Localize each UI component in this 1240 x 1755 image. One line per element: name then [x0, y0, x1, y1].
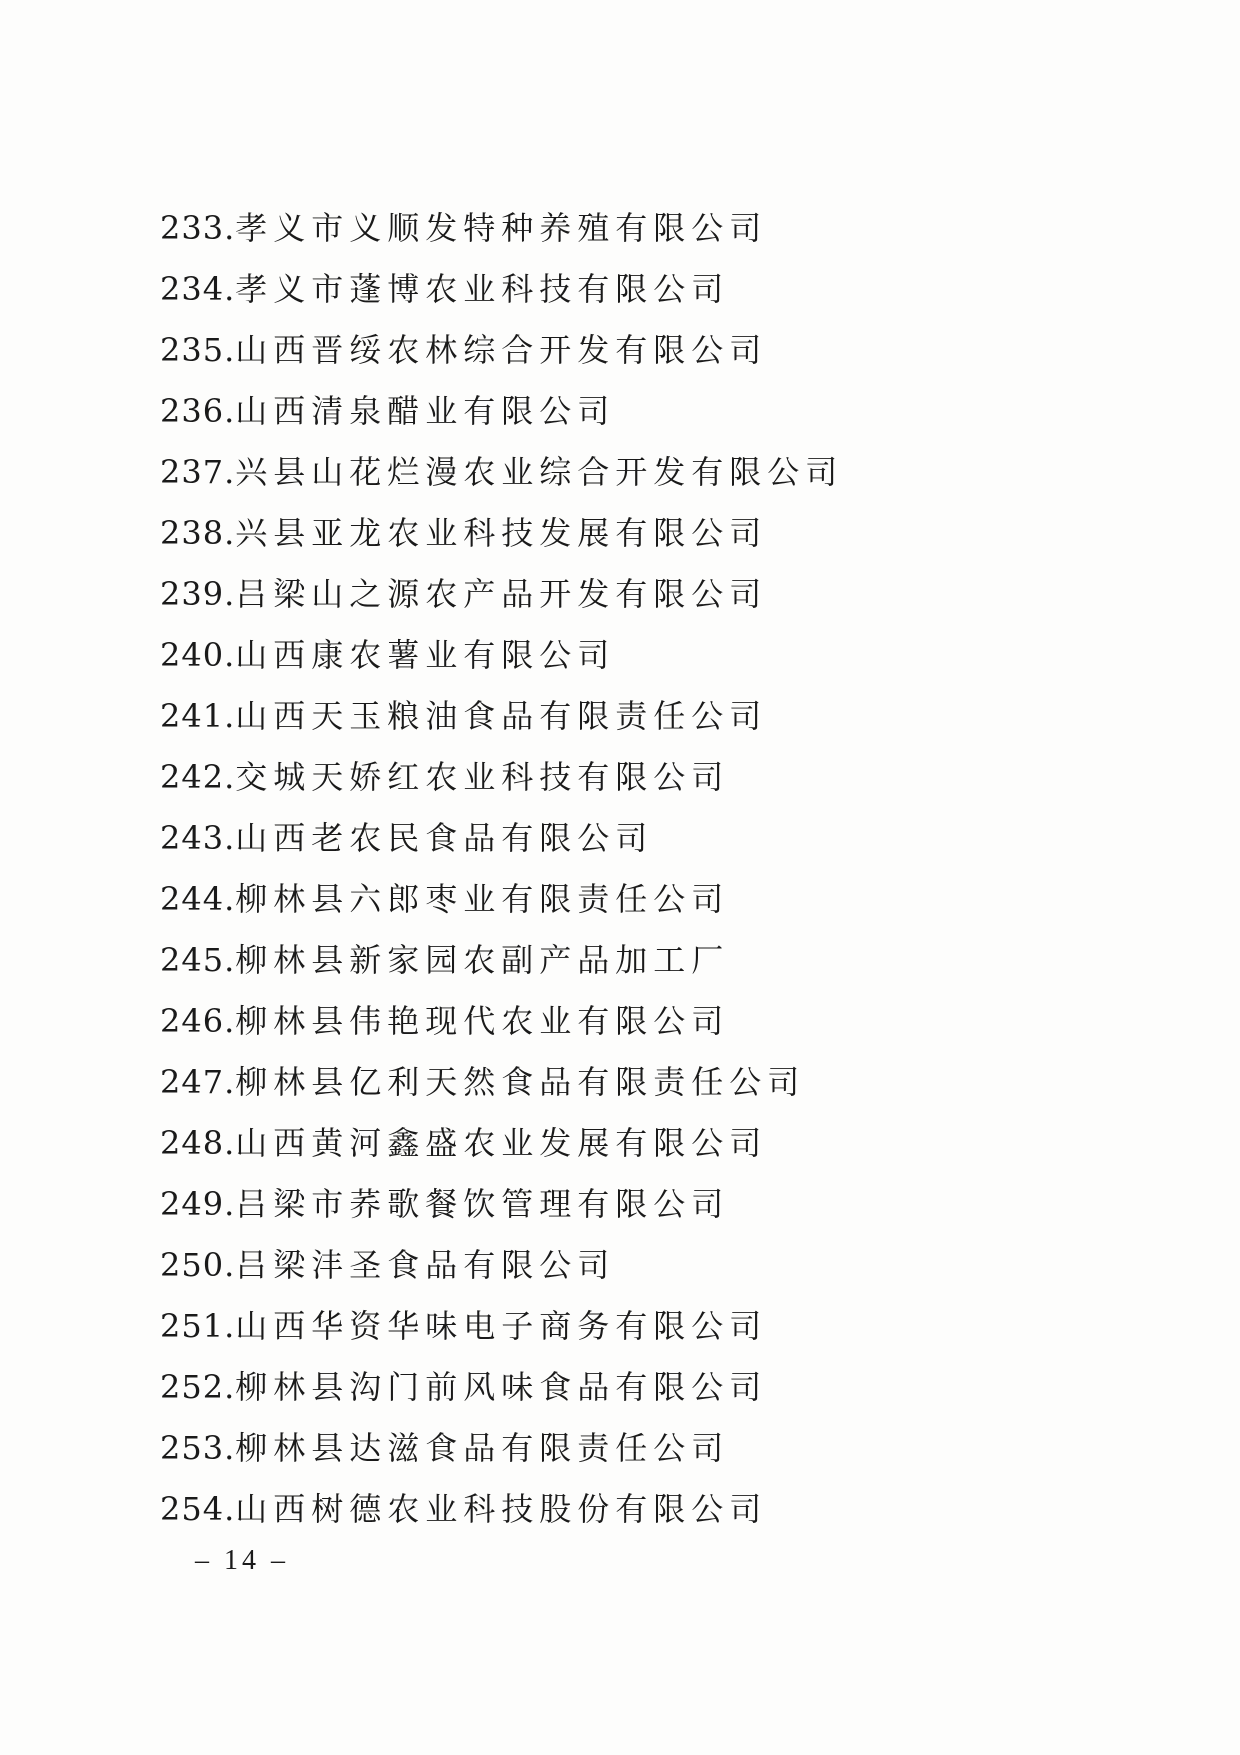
list-item: [160, 381, 1160, 442]
company-name: 山西晋绥农林综合开发有限公司: [235, 331, 768, 369]
list-item: [160, 808, 1160, 869]
company-name: 孝义市义顺发特种养殖有限公司: [235, 209, 768, 247]
company-name: 柳林县达滋食品有限责任公司: [235, 1429, 730, 1467]
company-name: 柳林县伟艳现代农业有限公司: [235, 1002, 730, 1040]
company-name: 山西树德农业科技股份有限公司: [235, 1490, 768, 1528]
item-number: 245.: [160, 941, 236, 979]
item-number: 234.: [160, 270, 236, 308]
item-number: 241.: [160, 697, 236, 735]
company-name: 兴县亚龙农业科技发展有限公司: [235, 514, 768, 552]
company-name: 山西康农薯业有限公司: [235, 636, 616, 674]
page-number: – 14 –: [195, 1545, 289, 1576]
item-number: 242.: [160, 758, 236, 796]
company-name: 柳林县亿利天然食品有限责任公司: [235, 1063, 806, 1101]
list-item: [160, 1113, 1160, 1174]
item-number: 244.: [160, 880, 236, 918]
list-item: [160, 320, 1160, 381]
list-item: [160, 1235, 1160, 1296]
item-number: 235.: [160, 331, 236, 369]
list-item: [160, 1479, 1160, 1540]
company-name: 山西华资华味电子商务有限公司: [235, 1307, 768, 1345]
list-item: [160, 930, 1160, 991]
item-number: 233.: [160, 209, 236, 247]
company-name: 柳林县新家园农副产品加工厂: [235, 941, 730, 979]
item-number: 248.: [160, 1124, 236, 1162]
company-name: 兴县山花烂漫农业综合开发有限公司: [235, 453, 844, 491]
item-number: 249.: [160, 1185, 236, 1223]
company-name: 吕梁山之源农产品开发有限公司: [235, 575, 768, 613]
list-item: [160, 1052, 1160, 1113]
company-name: 吕梁沣圣食品有限公司: [235, 1246, 616, 1284]
item-number: 254.: [160, 1490, 236, 1528]
company-name: 山西黄河鑫盛农业发展有限公司: [235, 1124, 768, 1162]
list-item: [160, 198, 1160, 259]
company-name: 柳林县沟门前风味食品有限公司: [235, 1368, 768, 1406]
list-item: [160, 686, 1160, 747]
list-item: [160, 625, 1160, 686]
list-item: [160, 564, 1160, 625]
list-item: [160, 259, 1160, 320]
item-number: 236.: [160, 392, 236, 430]
list-item: [160, 1357, 1160, 1418]
list-item: [160, 1296, 1160, 1357]
item-number: 239.: [160, 575, 236, 613]
list-item: [160, 442, 1160, 503]
item-number: 252.: [160, 1368, 236, 1406]
item-number: 247.: [160, 1063, 236, 1101]
company-name: 交城天娇红农业科技有限公司: [235, 758, 730, 796]
company-name: 孝义市蓬博农业科技有限公司: [235, 270, 730, 308]
item-number: 251.: [160, 1307, 236, 1345]
list-item: [160, 869, 1160, 930]
list-item: [160, 503, 1160, 564]
list-item: [160, 991, 1160, 1052]
item-number: 243.: [160, 819, 236, 857]
item-number: 237.: [160, 453, 236, 491]
list-item: [160, 1418, 1160, 1479]
item-number: 240.: [160, 636, 236, 674]
company-name: 山西清泉醋业有限公司: [235, 392, 616, 430]
item-number: 253.: [160, 1429, 236, 1467]
company-list: [160, 198, 1160, 1540]
list-item: [160, 747, 1160, 808]
company-name: 山西天玉粮油食品有限责任公司: [235, 697, 768, 735]
list-item: [160, 1174, 1160, 1235]
item-number: 238.: [160, 514, 236, 552]
item-number: 246.: [160, 1002, 236, 1040]
item-number: 250.: [160, 1246, 236, 1284]
company-name: 柳林县六郎枣业有限责任公司: [235, 880, 730, 918]
company-name: 吕梁市荞歌餐饮管理有限公司: [235, 1185, 730, 1223]
company-name: 山西老农民食品有限公司: [235, 819, 654, 857]
